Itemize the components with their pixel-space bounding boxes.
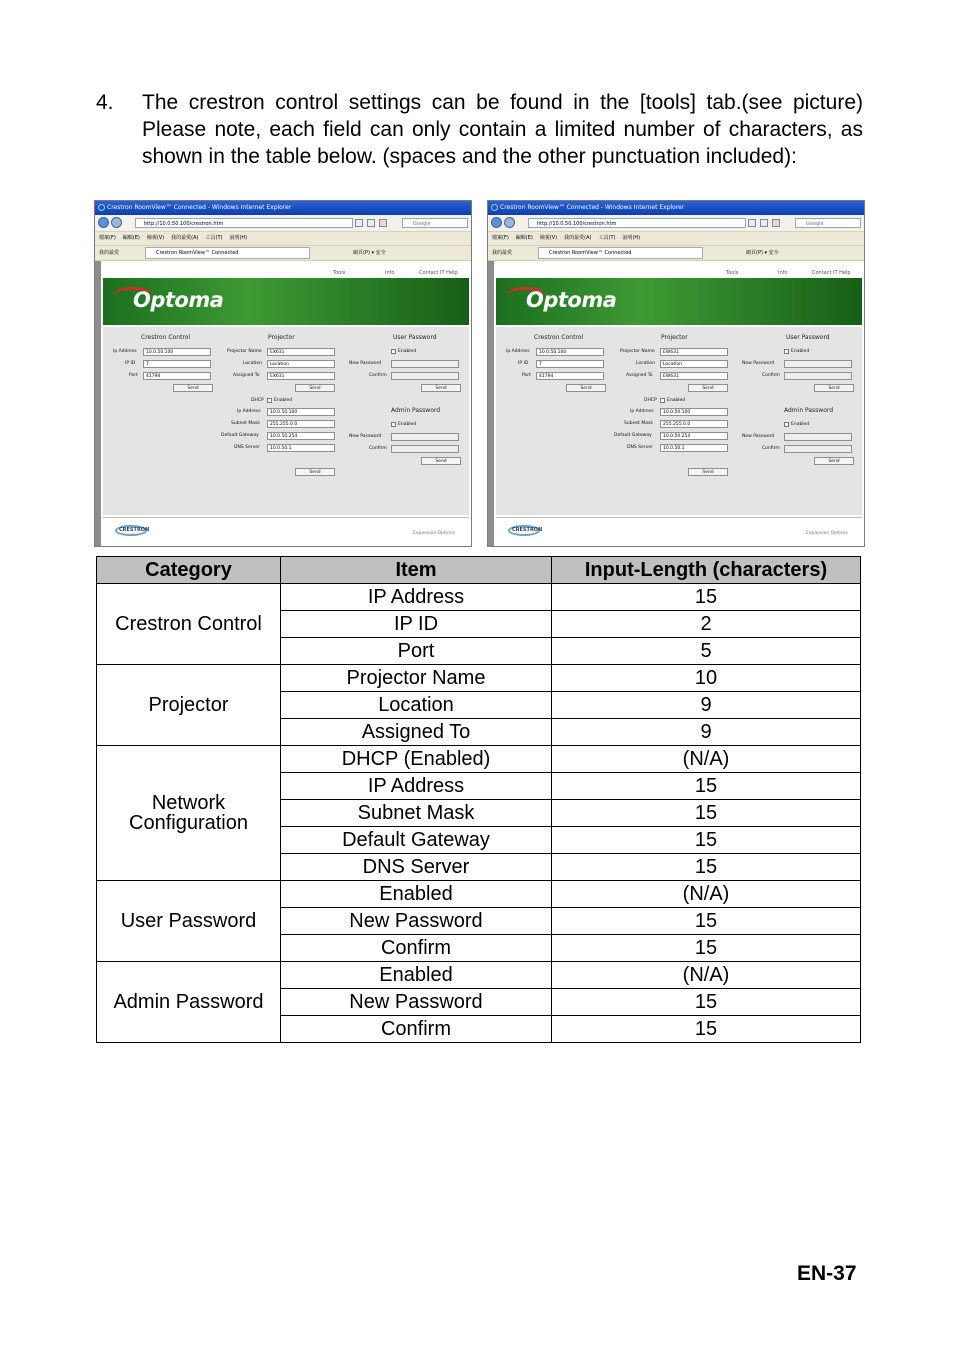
address-input[interactable]: http://10.0.50.100/crestron.htm <box>135 218 353 228</box>
optoma-banner <box>103 278 469 325</box>
dhcp-checkbox[interactable] <box>660 398 665 403</box>
label-admin-new-password: New Password <box>349 434 382 439</box>
item-cell: Enabled <box>281 962 552 989</box>
optoma-logo: Optoma <box>526 288 617 312</box>
label-projector-name: Projector Name <box>620 349 655 354</box>
label-user-enabled: Enabled <box>791 349 810 354</box>
header-input-length: Input-Length (characters) <box>552 557 861 584</box>
input-length-cell: (N/A) <box>552 962 861 989</box>
menu-item[interactable]: 我的最愛(A) <box>564 235 592 241</box>
table-row <box>97 746 861 773</box>
forward-icon[interactable] <box>111 217 122 228</box>
label-net-ip-address: Ip Address <box>237 409 261 414</box>
label-ip-address: Ip Address <box>506 349 530 354</box>
menu-item[interactable]: 工具(T) <box>205 235 223 241</box>
dropdown-icon[interactable] <box>355 219 363 227</box>
send-button-crestron[interactable]: Send <box>566 384 606 392</box>
category-cell: Crestron Control <box>97 584 281 665</box>
left-margin <box>488 261 494 546</box>
label-admin-enabled: Enabled <box>398 422 417 427</box>
input-length-cell: 15 <box>552 908 861 935</box>
dns-server-field[interactable]: 10.0.50.1 <box>267 444 335 452</box>
send-button-projector[interactable]: Send <box>295 384 335 392</box>
header-category: Category <box>97 557 281 584</box>
label-location: Location <box>636 361 656 366</box>
category-cell: Projector <box>97 665 281 746</box>
label-subnet-mask: Subnet Mask <box>624 421 653 426</box>
input-length-cell: 15 <box>552 800 861 827</box>
address-input[interactable]: http://10.0.50.100/crestron.htm <box>528 218 746 228</box>
table-row <box>97 962 861 989</box>
location-field[interactable]: Location <box>267 360 335 368</box>
menu-item[interactable]: 我的最愛(A) <box>171 235 199 241</box>
label-dhcp-enabled: Enabled <box>274 398 293 403</box>
search-input[interactable]: Google <box>795 218 861 228</box>
crestron-logo <box>113 523 151 539</box>
item-cell: DNS Server <box>281 854 552 881</box>
item-cell: IP Address <box>281 773 552 800</box>
menu-item[interactable]: 說明(H) <box>229 235 248 241</box>
item-cell: IP ID <box>281 611 552 638</box>
settings-panel <box>496 327 862 515</box>
page-content <box>95 261 471 546</box>
ip-id-field[interactable]: 7 <box>143 360 211 368</box>
label-assigned-to: Assigned To <box>233 373 260 378</box>
subnet-mask-field[interactable]: 255.255.0.0 <box>267 420 335 428</box>
admin-password-checkbox[interactable] <box>784 422 789 427</box>
screenshot-ex631 <box>94 200 472 547</box>
item-cell: Projector Name <box>281 665 552 692</box>
item-cell: Subnet Mask <box>281 800 552 827</box>
page-content <box>488 261 864 546</box>
menu-item[interactable]: 編輯(E) <box>515 235 533 241</box>
dns-server-field[interactable]: 10.0.50.1 <box>660 444 728 452</box>
port-field[interactable]: 41794 <box>143 372 211 380</box>
send-button-network[interactable]: Send <box>295 468 335 476</box>
input-length-cell: 15 <box>552 1016 861 1043</box>
label-port: Port <box>522 373 531 378</box>
net-ip-address-field[interactable]: 10.0.50.100 <box>267 408 335 416</box>
label-location: Location <box>243 361 263 366</box>
menu-item[interactable]: 檔案(F) <box>492 235 509 241</box>
back-icon[interactable] <box>491 217 502 228</box>
section-crestron-control: Crestron Control <box>141 334 191 341</box>
item-cell: Default Gateway <box>281 827 552 854</box>
category-cell: Network Configuration <box>97 746 281 881</box>
ip-address-field[interactable]: 10.0.50.100 <box>143 348 211 356</box>
label-admin-enabled: Enabled <box>791 422 810 427</box>
input-length-cell: (N/A) <box>552 881 861 908</box>
port-field[interactable]: 41794 <box>536 372 604 380</box>
admin-new-password-field[interactable] <box>784 433 852 441</box>
send-button-admin-password[interactable]: Send <box>421 457 461 465</box>
input-length-cell: 15 <box>552 935 861 962</box>
projector-name-field[interactable]: EW631 <box>660 348 728 356</box>
dropdown-icon[interactable] <box>748 219 756 227</box>
screenshot-ew631 <box>487 200 865 547</box>
input-length-cell: 15 <box>552 827 861 854</box>
label-subnet-mask: Subnet Mask <box>231 421 260 426</box>
user-new-password-field[interactable] <box>391 360 459 368</box>
dhcp-checkbox[interactable] <box>267 398 272 403</box>
forward-icon[interactable] <box>504 217 515 228</box>
page-number: EN-37 <box>797 1262 857 1285</box>
menu-item[interactable]: 說明(H) <box>622 235 641 241</box>
input-length-table <box>96 556 861 1043</box>
send-button-user-password[interactable]: Send <box>421 384 461 392</box>
menu-bar <box>95 232 471 246</box>
menu-item[interactable]: 檢視(V) <box>539 235 558 241</box>
settings-panel <box>103 327 469 515</box>
section-projector: Projector <box>268 334 295 341</box>
browser-tab[interactable]: Crestron RoomView™ Connected <box>145 247 310 259</box>
send-button-projector[interactable]: Send <box>688 384 728 392</box>
item-cell: Confirm <box>281 935 552 962</box>
label-dhcp: DHCP <box>644 398 657 403</box>
nav-info[interactable]: Info <box>385 270 395 276</box>
left-margin <box>95 261 101 546</box>
optoma-banner <box>496 278 862 325</box>
page-footer <box>103 517 469 546</box>
menu-bar <box>488 232 864 246</box>
send-button-admin-password[interactable]: Send <box>814 457 854 465</box>
label-default-gateway: Default Gateway <box>221 433 259 438</box>
input-length-cell: 10 <box>552 665 861 692</box>
label-admin-new-password: New Password <box>742 434 775 439</box>
section-admin-password: Admin Password <box>784 407 834 414</box>
section-crestron-control: Crestron Control <box>534 334 584 341</box>
section-projector: Projector <box>661 334 688 341</box>
label-default-gateway: Default Gateway <box>614 433 652 438</box>
label-projector-name: Projector Name <box>227 349 262 354</box>
menu-item[interactable]: 工具(T) <box>598 235 616 241</box>
input-length-cell: 15 <box>552 989 861 1016</box>
favorites-bar <box>95 246 471 261</box>
table-row <box>97 584 861 611</box>
projector-name-field[interactable]: EX631 <box>267 348 335 356</box>
optoma-logo: Optoma <box>133 288 224 312</box>
input-length-cell: 9 <box>552 719 861 746</box>
ip-id-field[interactable]: 7 <box>536 360 604 368</box>
back-icon[interactable] <box>98 217 109 228</box>
nav-contact-it-help[interactable]: Contact IT Help <box>812 270 851 276</box>
admin-new-password-field[interactable] <box>391 433 459 441</box>
input-length-cell: 5 <box>552 638 861 665</box>
input-length-cell: 15 <box>552 584 861 611</box>
window-title: Crestron RoomView™ Connected - Windows Internet Explorer <box>107 204 292 211</box>
item-cell: Assigned To <box>281 719 552 746</box>
ie-icon <box>491 204 498 211</box>
toolbar-commands[interactable]: 網頁(P) ▾ 安全 <box>353 250 386 256</box>
menu-item[interactable]: 檔案(F) <box>99 235 116 241</box>
refresh-icon[interactable] <box>367 219 375 227</box>
user-confirm-field[interactable] <box>784 372 852 380</box>
net-ip-address-field[interactable]: 10.0.50.100 <box>660 408 728 416</box>
favorites-bar <box>488 246 864 261</box>
category-cell: Admin Password <box>97 962 281 1043</box>
assigned-to-field[interactable]: EW631 <box>660 372 728 380</box>
category-cell: User Password <box>97 881 281 962</box>
browser-tab[interactable]: Crestron RoomView™ Connected <box>538 247 703 259</box>
refresh-icon[interactable] <box>760 219 768 227</box>
input-length-cell: 15 <box>552 773 861 800</box>
send-button-network[interactable]: Send <box>688 468 728 476</box>
window-title-bar <box>95 201 471 215</box>
table-header-row <box>97 557 861 584</box>
nav-contact-it-help[interactable]: Contact IT Help <box>419 270 458 276</box>
search-input[interactable]: Google <box>402 218 468 228</box>
admin-confirm-field[interactable] <box>391 445 459 453</box>
admin-password-checkbox[interactable] <box>391 422 396 427</box>
expansion-options-link[interactable]: Expansion Options <box>413 531 455 536</box>
page-footer <box>496 517 862 546</box>
label-dns-server: DNS Server <box>234 445 260 450</box>
favorites-label[interactable]: 我的最愛 <box>99 250 120 256</box>
send-button-user-password[interactable]: Send <box>814 384 854 392</box>
user-new-password-field[interactable] <box>784 360 852 368</box>
label-dhcp-enabled: Enabled <box>667 398 686 403</box>
item-cell: Enabled <box>281 881 552 908</box>
label-user-confirm: Confirm <box>369 373 387 378</box>
item-cell: Confirm <box>281 1016 552 1043</box>
expansion-options-link[interactable]: Expansion Options <box>806 531 848 536</box>
assigned-to-field[interactable]: EX631 <box>267 372 335 380</box>
label-user-confirm: Confirm <box>762 373 780 378</box>
window-title: Crestron RoomView™ Connected - Windows Internet Explorer <box>500 204 685 211</box>
admin-confirm-field[interactable] <box>784 445 852 453</box>
item-cell: New Password <box>281 908 552 935</box>
label-port: Port <box>129 373 138 378</box>
item-cell: Port <box>281 638 552 665</box>
stop-icon[interactable] <box>379 219 387 227</box>
nav-tools[interactable]: Tools <box>726 270 739 276</box>
ie-icon <box>98 204 105 211</box>
section-user-password: User Password <box>786 334 830 341</box>
address-bar <box>488 215 864 232</box>
stop-icon[interactable] <box>772 219 780 227</box>
section-user-password: User Password <box>393 334 437 341</box>
address-bar <box>95 215 471 232</box>
item-cell: DHCP (Enabled) <box>281 746 552 773</box>
input-length-cell: 9 <box>552 692 861 719</box>
label-user-new-password: New Password <box>742 361 775 366</box>
label-net-ip-address: Ip Address <box>630 409 654 414</box>
label-assigned-to: Assigned To <box>626 373 653 378</box>
header-item: Item <box>281 557 552 584</box>
nav-tools[interactable]: Tools <box>333 270 346 276</box>
crestron-logo-text: CRESTRON <box>119 527 150 533</box>
label-admin-confirm: Confirm <box>762 446 780 451</box>
label-ip-id: IP ID <box>518 361 529 366</box>
send-button-crestron[interactable]: Send <box>173 384 213 392</box>
top-nav <box>323 269 471 277</box>
subnet-mask-field[interactable]: 255.255.0.0 <box>660 420 728 428</box>
label-user-enabled: Enabled <box>398 349 417 354</box>
user-password-checkbox[interactable] <box>784 349 789 354</box>
user-password-checkbox[interactable] <box>391 349 396 354</box>
location-field[interactable]: Location <box>660 360 728 368</box>
label-user-new-password: New Password <box>349 361 382 366</box>
label-dns-server: DNS Server <box>627 445 653 450</box>
label-ip-id: IP ID <box>125 361 136 366</box>
default-gateway-field[interactable]: 10.0.50.254 <box>267 432 335 440</box>
label-ip-address: Ip Address <box>113 349 137 354</box>
window-title-bar <box>488 201 864 215</box>
favorites-label[interactable]: 我的最愛 <box>492 250 513 256</box>
input-length-cell: 2 <box>552 611 861 638</box>
default-gateway-field[interactable]: 10.0.50.254 <box>660 432 728 440</box>
step-text: The crestron control settings can be found in the [tools] tab.(see picture) Please note, each field can only contain a limited number of characters, as shown in the table below. (spaces and the other punctuation included): <box>142 91 863 168</box>
menu-item[interactable]: 編輯(E) <box>122 235 140 241</box>
ip-address-field[interactable]: 10.0.50.100 <box>536 348 604 356</box>
crestron-logo-text: CRESTRON <box>512 527 543 533</box>
input-length-cell: (N/A) <box>552 746 861 773</box>
label-admin-confirm: Confirm <box>369 446 387 451</box>
toolbar-commands[interactable]: 網頁(P) ▾ 安全 <box>746 250 779 256</box>
item-cell: Location <box>281 692 552 719</box>
step-number: 4. <box>96 91 114 114</box>
section-admin-password: Admin Password <box>391 407 441 414</box>
table-row <box>97 665 861 692</box>
item-cell: New Password <box>281 989 552 1016</box>
user-confirm-field[interactable] <box>391 372 459 380</box>
menu-item[interactable]: 檢視(V) <box>146 235 165 241</box>
table-row <box>97 881 861 908</box>
step-paragraph <box>96 89 863 170</box>
top-nav <box>716 269 864 277</box>
crestron-logo <box>506 523 544 539</box>
nav-info[interactable]: Info <box>778 270 788 276</box>
item-cell: IP Address <box>281 584 552 611</box>
input-length-cell: 15 <box>552 854 861 881</box>
label-dhcp: DHCP <box>251 398 264 403</box>
